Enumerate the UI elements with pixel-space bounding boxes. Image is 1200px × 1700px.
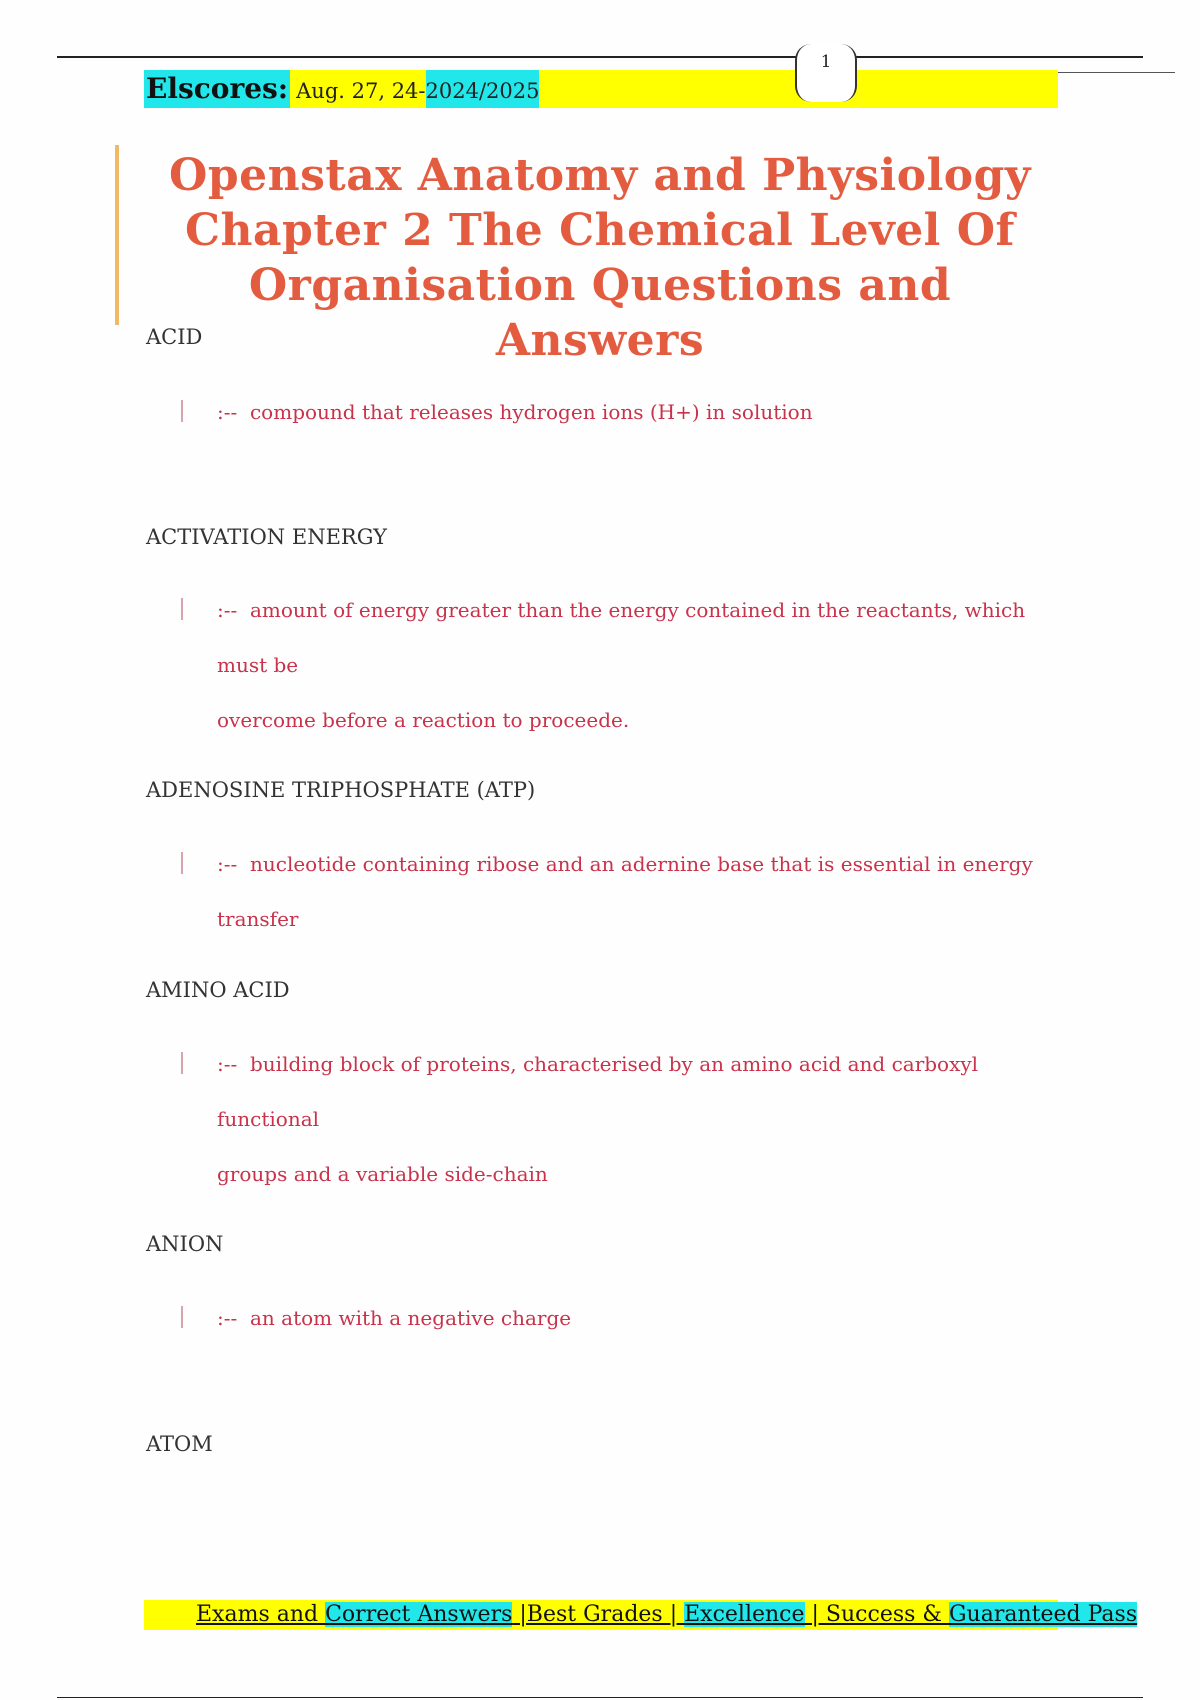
definition-text: compound that releases hydrogen ions (H+) in solution <box>249 400 813 424</box>
footer-link-exams[interactable]: Exams and <box>196 1602 326 1627</box>
footer-link-correct-answers[interactable]: Correct Answers <box>325 1602 513 1627</box>
definition-bar <box>181 852 183 874</box>
title-accent-bar <box>115 145 119 325</box>
definition-anion <box>217 1291 1057 1346</box>
definition-text: building block of proteins, characterised by an amino acid and carboxyl functional <box>217 1052 979 1131</box>
definition-prefix: :-- <box>217 400 238 424</box>
definition-text: an atom with a negative charge <box>249 1306 572 1330</box>
footer-separator: | Success & <box>804 1602 949 1627</box>
definition-text: amount of energy greater than the energy contained in the reactants, which must be <box>217 598 1026 677</box>
definition-amino-acid <box>217 1037 1057 1202</box>
footer-link-guaranteed-pass[interactable]: Guaranteed Pass <box>948 1602 1138 1627</box>
definition-text: overcome before a reaction to proceede. <box>217 708 630 732</box>
footer-separator: |Best Grades | <box>512 1602 685 1627</box>
header-brand: Elscores: <box>144 70 290 108</box>
bottom-rule <box>57 1697 1143 1698</box>
page-number: 1 <box>795 44 857 102</box>
header-year: 2024/2025 <box>426 70 540 108</box>
header-band <box>144 70 1058 108</box>
term-atom: ATOM <box>146 1432 213 1456</box>
title-line: Organisation Questions and Answers <box>248 260 952 366</box>
definition-prefix: :-- <box>217 852 238 876</box>
definition-activation-energy <box>217 583 1057 748</box>
page-title <box>160 148 1040 368</box>
definition-prefix: :-- <box>217 1306 238 1330</box>
definition-text: nucleotide containing ribose and an adernine base that is essential in energy transfer <box>217 852 1033 931</box>
term-anion: ANION <box>146 1232 224 1256</box>
definition-text: groups and a variable side-chain <box>217 1162 548 1186</box>
header-date: Aug. 27, 24- <box>296 79 426 103</box>
top-rule <box>57 56 1143 58</box>
title-line: Openstax Anatomy and Physiology <box>169 150 1031 201</box>
definition-prefix: :-- <box>217 598 238 622</box>
definition-bar <box>181 1052 183 1074</box>
definition-bar <box>181 1306 183 1328</box>
term-activation-energy: ACTIVATION ENERGY <box>146 525 387 549</box>
term-atp: ADENOSINE TRIPHOSPHATE (ATP) <box>146 778 536 802</box>
footer-banner <box>144 1600 1138 1630</box>
term-acid: ACID <box>146 325 203 349</box>
title-line: Chapter 2 The Chemical Level Of <box>185 205 1015 256</box>
definition-atp <box>217 837 1057 947</box>
definition-acid <box>217 385 1057 440</box>
term-amino-acid: AMINO ACID <box>146 978 290 1002</box>
definition-bar <box>181 400 183 422</box>
definition-bar <box>181 598 183 620</box>
footer-link-excellence[interactable]: Excellence <box>684 1602 805 1627</box>
definition-prefix: :-- <box>217 1052 238 1076</box>
